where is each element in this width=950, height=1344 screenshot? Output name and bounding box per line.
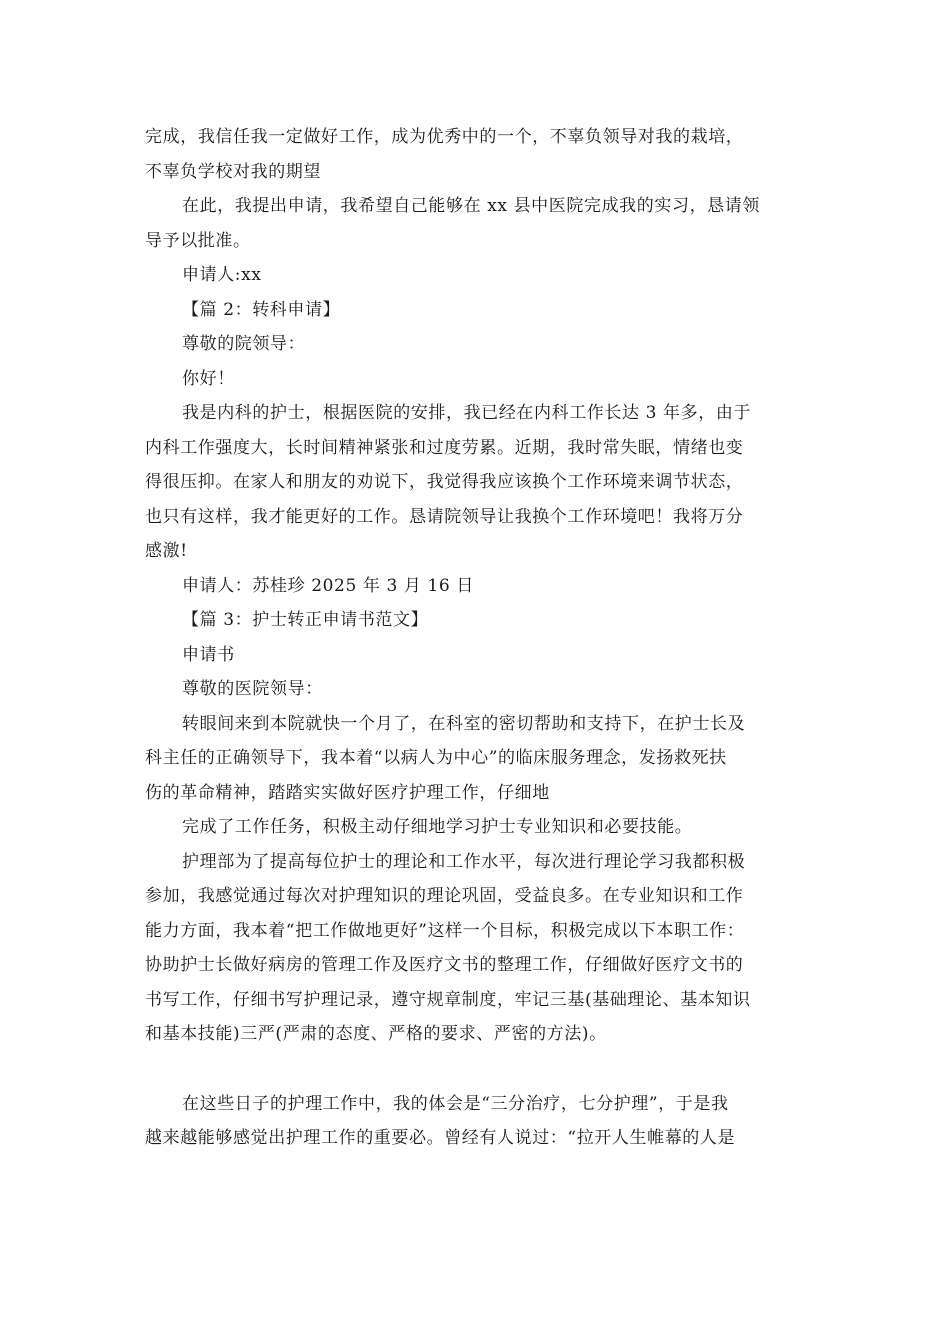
document-title: 申请书 [182,644,235,665]
text-line: 协助护士长做好病房的管理工作及医疗文书的整理工作，仔细做好医疗文书的 [145,955,744,975]
signature-line: 申请人：苏桂珍 2025 年 3 月 16 日 [182,575,474,596]
section-heading: 【篇 2：转科申请】 [182,299,341,320]
text-line: 也只有这样，我才能更好的工作。恳请院领导让我换个工作环境吧！我将万分 [145,506,744,527]
text-line: 不辜负学校对我的期望 [145,161,321,182]
text-line: 转眼间来到本院就快一个月了，在科室的密切帮助和支持下，在护士长及 [182,713,746,734]
text-line: 伤的革命精神，踏踏实实做好医疗护理工作，仔细地 [145,782,550,803]
text-line: 在此，我提出申请，我希望自己能够在 xx 县中医院完成我的实习，恳请领 [182,196,760,216]
text-line: 书写工作，仔细书写护理记录，遵守规章制度，牢记三基(基础理论、基本知识 [145,989,751,1010]
text-line: 参加，我感觉通过每次对护理知识的理论巩固，受益良多。在专业知识和工作 [145,886,744,906]
text-line: 和基本技能)三严(严肃的态度、严格的要求、严密的方法)。 [145,1024,607,1044]
text-line: 导予以批准。 [145,230,251,251]
text-line: 能力方面，我本着“把工作做地更好”这样一个目标，积极完成以下本职工作： [145,920,745,941]
greeting: 你好！ [182,368,235,389]
text-line: 在这些日子的护理工作中，我的体会是“三分治疗，七分护理”，于是我 [182,1093,729,1114]
text-line: 科主任的正确领导下，我本着“以病人为中心”的临床服务理念，发扬救死扶 [145,748,727,768]
section-heading: 【篇 3：护士转正申请书范文】 [182,610,429,630]
text-line: 完成了工作任务，积极主动仔细地学习护士专业知识和必要技能。 [182,817,693,837]
text-line: 护理部为了提高每位护士的理论和工作水平，每次进行理论学习我都积极 [182,851,746,872]
salutation: 尊敬的院领导： [182,334,306,354]
text-line: 完成，我信任我一定做好工作，成为优秀中的一个，不辜负领导对我的栽培， [145,127,744,147]
paragraph-gap [145,1052,815,1087]
document-body [145,120,815,1156]
salutation: 尊敬的医院领导： [182,679,323,699]
signature-line: 申请人:xx [182,265,262,285]
text-line: 越来越能够感觉出护理工作的重要必。曾经有人说过：“拉开人生帷幕的人是 [145,1128,736,1148]
text-line: 我是内科的护士，根据医院的安排，我已经在内科工作长达 3 年多，由于 [182,403,752,423]
text-line: 内科工作强度大，长时间精神紧张和过度劳累。近期，我时常失眠，情绪也变 [145,437,744,458]
text-line: 得很压抑。在家人和朋友的劝说下，我觉得我应该换个工作环境来调节状态， [145,472,744,492]
text-line: 感激! [145,541,188,561]
